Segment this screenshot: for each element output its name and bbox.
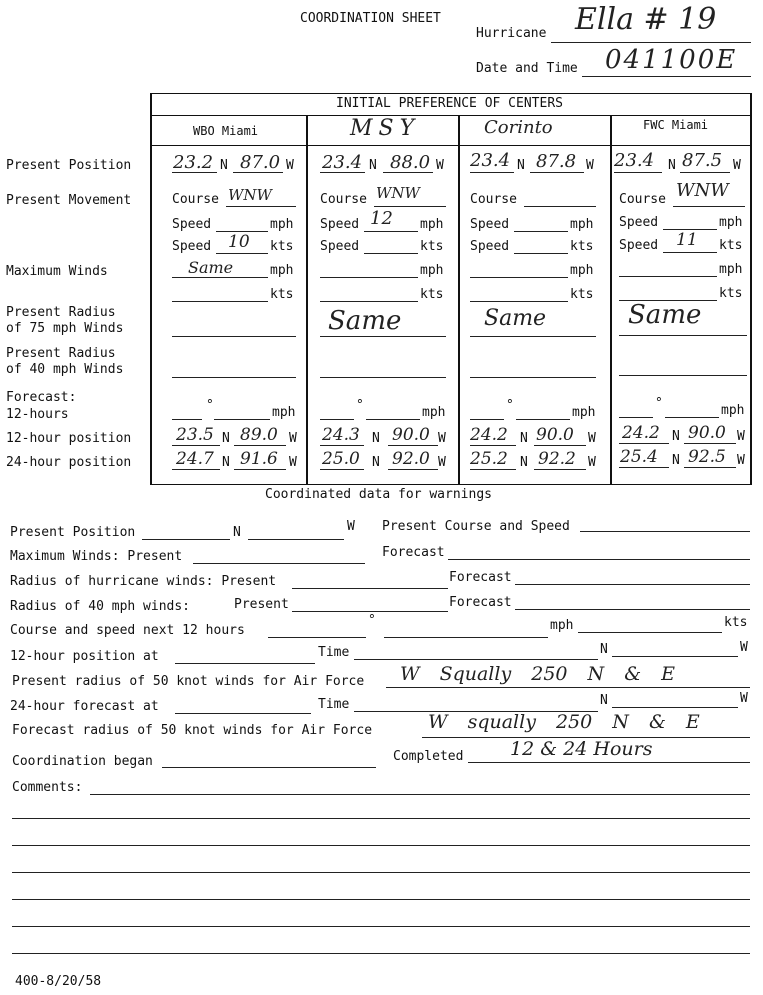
fwc-radius75: Same — [628, 300, 702, 330]
fwc-speed-kts: 11 — [676, 230, 698, 250]
wbo-course: WNW — [228, 186, 272, 204]
row-label-radius75-line1: Present Radius — [6, 305, 116, 320]
column-header-msy: MSY — [350, 116, 421, 141]
wbo-max-winds: Same — [188, 258, 234, 277]
fwc-lon: 87.5 — [682, 150, 723, 171]
n-unit: N — [520, 431, 528, 446]
mph-unit: mph — [570, 217, 594, 232]
mph-unit: mph — [570, 263, 594, 278]
row-label-forecast: Forecast: — [6, 390, 77, 405]
w-unit: W — [733, 158, 741, 173]
n-unit: N — [220, 158, 228, 173]
n-unit: N — [372, 431, 380, 446]
speed-label: Speed — [172, 217, 212, 232]
hurricane-label: Hurricane — [476, 26, 547, 41]
n-unit: N — [233, 525, 241, 540]
corinto-radius75: Same — [484, 306, 547, 331]
w-unit: W — [586, 158, 594, 173]
fwc-12h-lat: 24.2 — [622, 423, 660, 443]
form-number: 400-8/20/58 — [15, 974, 102, 989]
forecast-label: Forecast — [382, 545, 445, 560]
mph-unit: mph — [270, 263, 294, 278]
row-label-12hours: 12-hours — [6, 407, 69, 422]
speed-label: Speed — [172, 239, 212, 254]
wbo-lon: 87.0 — [240, 152, 281, 173]
forecast-radius50-af-value: W squally 250 N & E — [428, 711, 700, 733]
hurricane-value: Ella # 19 — [575, 2, 717, 37]
speed-label: Speed — [320, 239, 360, 254]
corinto-12h-lon: 90.0 — [536, 425, 574, 445]
w-unit: W — [289, 455, 297, 470]
mph-unit: mph — [272, 405, 296, 420]
msy-lat: 23.4 — [322, 152, 363, 173]
n-unit: N — [668, 158, 676, 173]
msy-lon: 88.0 — [390, 152, 431, 173]
w-unit: W — [289, 431, 297, 446]
w-unit: W — [438, 455, 446, 470]
max-winds-present-label: Maximum Winds: Present — [10, 549, 183, 564]
row-label-24hour-position: 24-hour position — [6, 455, 132, 470]
speed-label: Speed — [470, 239, 510, 254]
forecast24-at-label: 24-hour forecast at — [10, 699, 159, 714]
corinto-lat: 23.4 — [470, 150, 511, 171]
n-unit: N — [517, 158, 525, 173]
kts-unit: kts — [724, 615, 748, 630]
mph-unit: mph — [719, 262, 743, 277]
kts-unit: kts — [420, 287, 444, 302]
mph-unit: mph — [550, 618, 574, 633]
msy-radius75: Same — [328, 306, 402, 336]
degree-unit: ° — [368, 613, 376, 628]
kts-unit: kts — [420, 239, 444, 254]
speed-label: Speed — [470, 217, 510, 232]
msy-course: WNW — [376, 184, 420, 202]
w-unit: W — [588, 431, 596, 446]
msy-24h-lat: 25.0 — [322, 449, 360, 469]
time-label: Time — [318, 645, 350, 660]
radius50-af-value: W Squally 250 N & E — [400, 663, 676, 685]
degree-unit: ° — [356, 398, 364, 413]
w-unit: W — [737, 453, 745, 468]
speed-label: Speed — [619, 238, 659, 253]
course-label: Course — [619, 192, 666, 207]
msy-12h-lon: 90.0 — [392, 425, 430, 445]
wbo-lat: 23.2 — [173, 152, 214, 173]
fwc-lat: 23.4 — [614, 150, 655, 171]
row-label-12hour-position: 12-hour position — [6, 431, 132, 446]
course-label: Course — [320, 192, 367, 207]
n-unit: N — [600, 693, 608, 708]
completed-label: Completed — [393, 749, 464, 764]
page-title: COORDINATION SHEET — [300, 11, 441, 26]
column-header-wbo: WBO Miami — [193, 124, 259, 138]
datetime-value: 041100E — [605, 45, 738, 75]
mph-unit: mph — [721, 403, 745, 418]
n-unit: N — [672, 429, 680, 444]
kts-unit: kts — [570, 239, 594, 254]
row-label-present-position: Present Position — [6, 158, 132, 173]
coordination-began-label: Coordination began — [12, 754, 153, 769]
mph-unit: mph — [572, 405, 596, 420]
coordinated-data-title: Coordinated data for warnings — [265, 487, 492, 502]
corinto-lon: 87.8 — [536, 151, 577, 172]
mph-unit: mph — [420, 217, 444, 232]
kts-unit: kts — [270, 287, 294, 302]
wbo-24h-lat: 24.7 — [176, 449, 214, 469]
kts-unit: kts — [719, 238, 743, 253]
column-header-fwc: FWC Miami — [643, 118, 709, 132]
msy-speed-mph: 12 — [370, 208, 393, 229]
course-speed-12-label: Course and speed next 12 hours — [10, 623, 245, 638]
wbo-speed-kts: 10 — [228, 232, 250, 252]
mph-unit: mph — [420, 263, 444, 278]
mph-unit: mph — [719, 215, 743, 230]
n-unit: N — [672, 453, 680, 468]
radius50-af-label: Present radius of 50 knot winds for Air Force — [12, 674, 365, 689]
forecast-radius50-af-label: Forecast radius of 50 knot winds for Air Force — [12, 723, 373, 738]
w-unit: W — [286, 158, 294, 173]
corinto-24h-lat: 25.2 — [470, 449, 508, 469]
msy-24h-lon: 92.0 — [392, 449, 430, 469]
w-unit: W — [588, 455, 596, 470]
kts-unit: kts — [719, 286, 743, 301]
n-unit: N — [520, 455, 528, 470]
radius-hurricane-label: Radius of hurricane winds: Present — [10, 574, 277, 589]
n-unit: N — [372, 455, 380, 470]
forecast-label: Forecast — [449, 595, 512, 610]
fwc-24h-lat: 25.4 — [620, 447, 658, 467]
radius-40-label: Radius of 40 mph winds: — [10, 599, 191, 614]
wbo-12h-lat: 23.5 — [176, 425, 214, 445]
degree-unit: ° — [506, 398, 514, 413]
mph-unit: mph — [270, 217, 294, 232]
degree-unit: ° — [206, 398, 214, 413]
table-title: INITIAL PREFERENCE OF CENTERS — [336, 96, 563, 111]
fwc-course: WNW — [676, 180, 729, 201]
w-unit: W — [436, 158, 444, 173]
msy-12h-lat: 24.3 — [322, 425, 360, 445]
w-unit: W — [740, 691, 748, 706]
row-label-present-movement: Present Movement — [6, 193, 132, 208]
forecast-label: Forecast — [449, 570, 512, 585]
wbo-12h-lon: 89.0 — [240, 425, 278, 445]
mph-unit: mph — [422, 405, 446, 420]
w-unit: W — [740, 640, 748, 655]
present-label: Present — [234, 597, 289, 612]
degree-unit: ° — [655, 396, 663, 411]
row-label-radius40-line2: of 40 mph Winds — [6, 362, 124, 377]
datetime-label: Date and Time — [476, 61, 578, 76]
fwc-12h-lon: 90.0 — [688, 423, 726, 443]
row-label-radius40-line1: Present Radius — [6, 346, 116, 361]
kts-unit: kts — [570, 287, 594, 302]
column-header-corinto: Corinto — [484, 117, 553, 138]
w-unit: W — [347, 519, 355, 534]
n-unit: N — [222, 455, 230, 470]
corinto-12h-lat: 24.2 — [470, 425, 508, 445]
present-position-label: Present Position — [10, 525, 136, 540]
present-course-speed-label: Present Course and Speed — [382, 519, 570, 534]
course-label: Course — [172, 192, 219, 207]
time-label: Time — [318, 697, 350, 712]
n-unit: N — [222, 431, 230, 446]
comments-label: Comments: — [12, 780, 83, 795]
pos12-at-label: 12-hour position at — [10, 649, 159, 664]
speed-label: Speed — [619, 215, 659, 230]
speed-label: Speed — [320, 217, 360, 232]
n-unit: N — [369, 158, 377, 173]
w-unit: W — [438, 431, 446, 446]
row-label-radius75-line2: of 75 mph Winds — [6, 321, 124, 336]
fwc-24h-lon: 92.5 — [688, 447, 726, 467]
course-label: Course — [470, 192, 517, 207]
w-unit: W — [737, 429, 745, 444]
corinto-24h-lon: 92.2 — [538, 449, 576, 469]
kts-unit: kts — [270, 239, 294, 254]
completed-value: 12 & 24 Hours — [510, 738, 653, 760]
n-unit: N — [600, 642, 608, 657]
row-label-maximum-winds: Maximum Winds — [6, 264, 108, 279]
wbo-24h-lon: 91.6 — [240, 449, 278, 469]
